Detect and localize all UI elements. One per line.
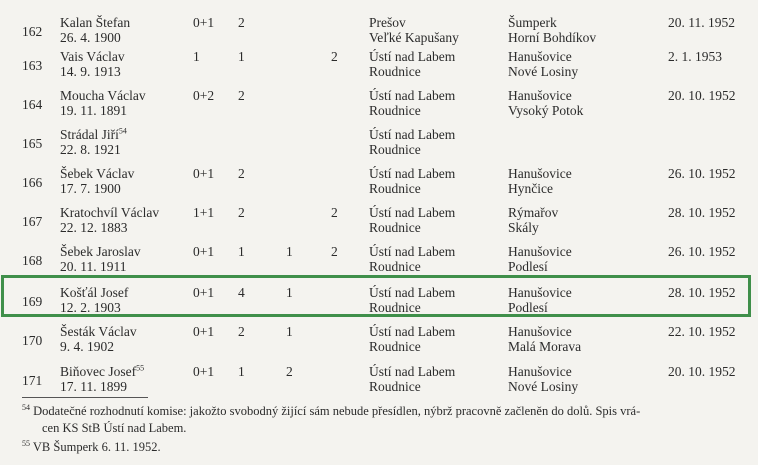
count-col-1 xyxy=(238,88,245,103)
person-cell xyxy=(60,49,125,79)
family-count xyxy=(193,364,214,379)
destination-place: Horní Bohdíkov xyxy=(508,30,597,45)
count-2: 1 xyxy=(286,244,293,259)
person-name: Šesták Václav xyxy=(60,324,137,339)
count-col-3 xyxy=(331,205,338,220)
origin-cell xyxy=(369,127,455,157)
relocation-date-text: 28. 10. 1952 xyxy=(668,285,736,300)
birth-date: 26. 4. 1900 xyxy=(60,30,121,45)
relocation-date xyxy=(668,166,736,181)
count-col-3 xyxy=(331,244,338,259)
destination-place: Podlesí xyxy=(508,259,548,274)
destination-place: Malá Morava xyxy=(508,339,582,354)
family-count xyxy=(193,244,214,259)
count-col-1 xyxy=(238,15,245,30)
origin-place: Roudnice xyxy=(369,181,421,196)
count-1: 1 xyxy=(238,364,245,379)
row-number xyxy=(22,97,42,112)
origin-place: Roudnice xyxy=(369,300,421,315)
count-col-1 xyxy=(238,324,245,339)
row-number xyxy=(22,175,42,190)
destination-district: Hanušovice xyxy=(508,49,572,64)
row-number-text: 170 xyxy=(22,333,43,348)
count-1: 2 xyxy=(238,205,245,220)
relocation-date-text: 26. 10. 1952 xyxy=(668,166,736,181)
destination-cell xyxy=(508,205,558,235)
family-count xyxy=(193,49,200,64)
count-1: 4 xyxy=(238,285,245,300)
family-count xyxy=(193,205,214,220)
family-count-text: 0+1 xyxy=(193,166,215,181)
person-name: Šebek Jaroslav xyxy=(60,244,141,259)
origin-district: Ústí nad Labem xyxy=(369,49,456,64)
origin-place: Roudnice xyxy=(369,142,421,157)
count-col-2 xyxy=(286,244,293,259)
family-count-text: 0+1 xyxy=(193,285,215,300)
birth-date: 20. 11. 1911 xyxy=(60,259,127,274)
count-col-3 xyxy=(331,49,338,64)
destination-cell xyxy=(508,49,578,79)
footnote-54-text-line2: cen KS StB Ústí nad Labem. xyxy=(42,421,187,435)
count-2: 2 xyxy=(286,364,293,379)
footnote-55-text: VB Šumperk 6. 11. 1952. xyxy=(32,440,161,454)
family-count xyxy=(193,88,214,103)
footnote-rule xyxy=(22,397,148,398)
origin-district: Ústí nad Labem xyxy=(369,127,456,142)
birth-date: 22. 12. 1883 xyxy=(60,220,128,235)
destination-cell xyxy=(508,364,578,394)
origin-cell xyxy=(369,205,455,235)
birth-date: 12. 2. 1903 xyxy=(60,300,121,315)
person-name: Vais Václav xyxy=(60,49,125,64)
count-col-1 xyxy=(238,244,245,259)
birth-date: 19. 11. 1891 xyxy=(60,103,127,118)
table-row xyxy=(0,205,758,243)
row-number-text: 169 xyxy=(22,294,43,309)
person-name: Šebek Václav xyxy=(60,166,135,181)
person-name: Košťál Josef xyxy=(60,285,129,300)
family-count xyxy=(193,324,214,339)
destination-cell xyxy=(508,166,572,196)
highlighted-row-frame xyxy=(1,275,751,317)
person-cell xyxy=(60,88,146,118)
origin-district: Ústí nad Labem xyxy=(369,285,456,300)
row-number xyxy=(22,136,42,151)
family-count-text: 0+1 xyxy=(193,364,215,379)
origin-district: Ústí nad Labem xyxy=(369,324,456,339)
row-number-text: 164 xyxy=(22,97,43,112)
relocation-date xyxy=(668,244,736,259)
row-number xyxy=(22,214,42,229)
origin-cell xyxy=(369,88,455,118)
row-number-text: 166 xyxy=(22,175,43,190)
row-number xyxy=(22,58,42,73)
origin-cell xyxy=(369,244,455,274)
origin-place: Roudnice xyxy=(369,259,421,274)
relocation-date-text: 20. 10. 1952 xyxy=(668,88,736,103)
birth-date: 14. 9. 1913 xyxy=(60,64,121,79)
count-col-1 xyxy=(238,49,245,64)
relocation-date-text: 20. 10. 1952 xyxy=(668,364,736,379)
relocation-date xyxy=(668,205,736,220)
relocation-date xyxy=(668,88,736,103)
origin-place: Roudnice xyxy=(369,220,421,235)
family-count xyxy=(193,15,214,30)
origin-cell xyxy=(369,324,455,354)
origin-district: Ústí nad Labem xyxy=(369,244,456,259)
row-number-text: 167 xyxy=(22,214,43,229)
destination-district: Hanušovice xyxy=(508,285,572,300)
origin-place: Veľké Kapušany xyxy=(369,30,459,45)
destination-district: Hanušovice xyxy=(508,88,572,103)
person-name: Kalan Štefan xyxy=(60,15,131,30)
destination-place: Skály xyxy=(508,220,539,235)
destination-district: Hanušovice xyxy=(508,166,572,181)
relocation-date-text: 28. 10. 1952 xyxy=(668,205,736,220)
person-cell xyxy=(60,364,144,394)
destination-cell xyxy=(508,88,583,118)
row-number xyxy=(22,373,42,388)
family-count-text: 0+2 xyxy=(193,88,215,103)
row-number-text: 162 xyxy=(22,24,43,39)
destination-district: Rýmařov xyxy=(508,205,559,220)
origin-place: Roudnice xyxy=(369,339,421,354)
origin-cell xyxy=(369,15,459,45)
family-count-text: 1+1 xyxy=(193,205,215,220)
relocation-date xyxy=(668,324,736,339)
birth-date: 22. 8. 1921 xyxy=(60,142,121,157)
footnote-ref: 55 xyxy=(136,363,145,373)
destination-district: Hanušovice xyxy=(508,364,572,379)
row-number-text: 163 xyxy=(22,58,43,73)
row-number xyxy=(22,253,42,268)
relocation-date xyxy=(668,15,735,30)
count-1: 2 xyxy=(238,15,245,30)
person-name: Biňovec Josef xyxy=(60,364,137,379)
relocation-date-text: 20. 11. 1952 xyxy=(668,15,735,30)
person-name: Moucha Václav xyxy=(60,88,146,103)
count-1: 2 xyxy=(238,166,245,181)
relocation-date-text: 26. 10. 1952 xyxy=(668,244,736,259)
table-row xyxy=(0,127,758,165)
footnote-54-cont xyxy=(42,420,750,436)
count-col-1 xyxy=(238,166,245,181)
destination-cell xyxy=(508,324,581,354)
footnote-54-text-line1: Dodatečné rozhodnutí komise: jakožto svobodný žijící sám nebude přesídlen, nýbrž pracovně začleněn do dolů. Spis vrá- xyxy=(33,404,641,418)
family-count xyxy=(193,166,214,181)
count-2: 1 xyxy=(286,285,293,300)
table-row xyxy=(0,324,758,362)
person-cell xyxy=(60,166,134,196)
row-number-text: 168 xyxy=(22,253,43,268)
origin-place: Roudnice xyxy=(369,379,421,394)
row-number xyxy=(22,24,42,39)
destination-cell xyxy=(508,15,596,45)
count-3: 2 xyxy=(331,49,338,64)
count-3: 2 xyxy=(331,205,338,220)
person-cell xyxy=(60,15,130,45)
person-name: Strádal Jiří xyxy=(60,127,119,142)
destination-district: Šumperk xyxy=(508,15,557,30)
origin-place: Roudnice xyxy=(369,64,421,79)
origin-district: Ústí nad Labem xyxy=(369,166,456,181)
person-cell xyxy=(60,127,127,157)
birth-date: 17. 7. 1900 xyxy=(60,181,121,196)
count-1: 1 xyxy=(238,244,245,259)
footnote-54-mark: 54 xyxy=(22,402,30,412)
person-cell xyxy=(60,324,137,354)
person-cell xyxy=(60,205,159,235)
origin-cell xyxy=(369,364,455,394)
table-row xyxy=(0,15,758,53)
family-count-text: 0+1 xyxy=(193,324,215,339)
origin-district: Ústí nad Labem xyxy=(369,88,456,103)
table-row xyxy=(0,166,758,204)
person-cell xyxy=(60,244,141,274)
birth-date: 9. 4. 1902 xyxy=(60,339,114,354)
birth-date: 17. 11. 1899 xyxy=(60,379,127,394)
count-col-2 xyxy=(286,324,293,339)
count-col-1 xyxy=(238,205,245,220)
row-number xyxy=(22,333,42,348)
family-count-text: 0+1 xyxy=(193,244,215,259)
relocation-date xyxy=(668,364,736,379)
destination-place: Hynčice xyxy=(508,181,553,196)
person-name: Kratochvíl Václav xyxy=(60,205,160,220)
count-col-2 xyxy=(286,364,293,379)
relocation-date-text: 2. 1. 1953 xyxy=(668,49,722,64)
relocation-date xyxy=(668,49,722,64)
footnote-55-mark: 55 xyxy=(22,438,30,448)
destination-place: Nové Losiny xyxy=(508,379,579,394)
destination-place: Vysoký Potok xyxy=(508,103,584,118)
count-col-1 xyxy=(238,364,245,379)
footnote-ref: 54 xyxy=(118,126,127,136)
destination-cell xyxy=(508,244,572,274)
destination-place: Nové Losiny xyxy=(508,64,579,79)
count-1: 1 xyxy=(238,49,245,64)
origin-cell xyxy=(369,166,455,196)
count-1: 2 xyxy=(238,88,245,103)
footnote-55 xyxy=(22,439,750,455)
family-count-text: 0+1 xyxy=(193,15,215,30)
origin-place: Roudnice xyxy=(369,103,421,118)
footnote-54 xyxy=(22,403,750,419)
origin-cell xyxy=(369,49,455,79)
family-count-text: 1 xyxy=(193,49,200,64)
origin-district: Ústí nad Labem xyxy=(369,364,456,379)
origin-district: Prešov xyxy=(369,15,406,30)
destination-district: Hanušovice xyxy=(508,324,572,339)
destination-district: Hanušovice xyxy=(508,244,572,259)
table-row xyxy=(0,49,758,87)
count-1: 2 xyxy=(238,324,245,339)
destination-place: Podlesí xyxy=(508,300,548,315)
origin-district: Ústí nad Labem xyxy=(369,205,456,220)
count-2: 1 xyxy=(286,324,293,339)
relocation-date-text: 22. 10. 1952 xyxy=(668,324,736,339)
count-3: 2 xyxy=(331,244,338,259)
table-row xyxy=(0,88,758,126)
row-number-text: 165 xyxy=(22,136,43,151)
row-number-text: 171 xyxy=(22,373,43,388)
